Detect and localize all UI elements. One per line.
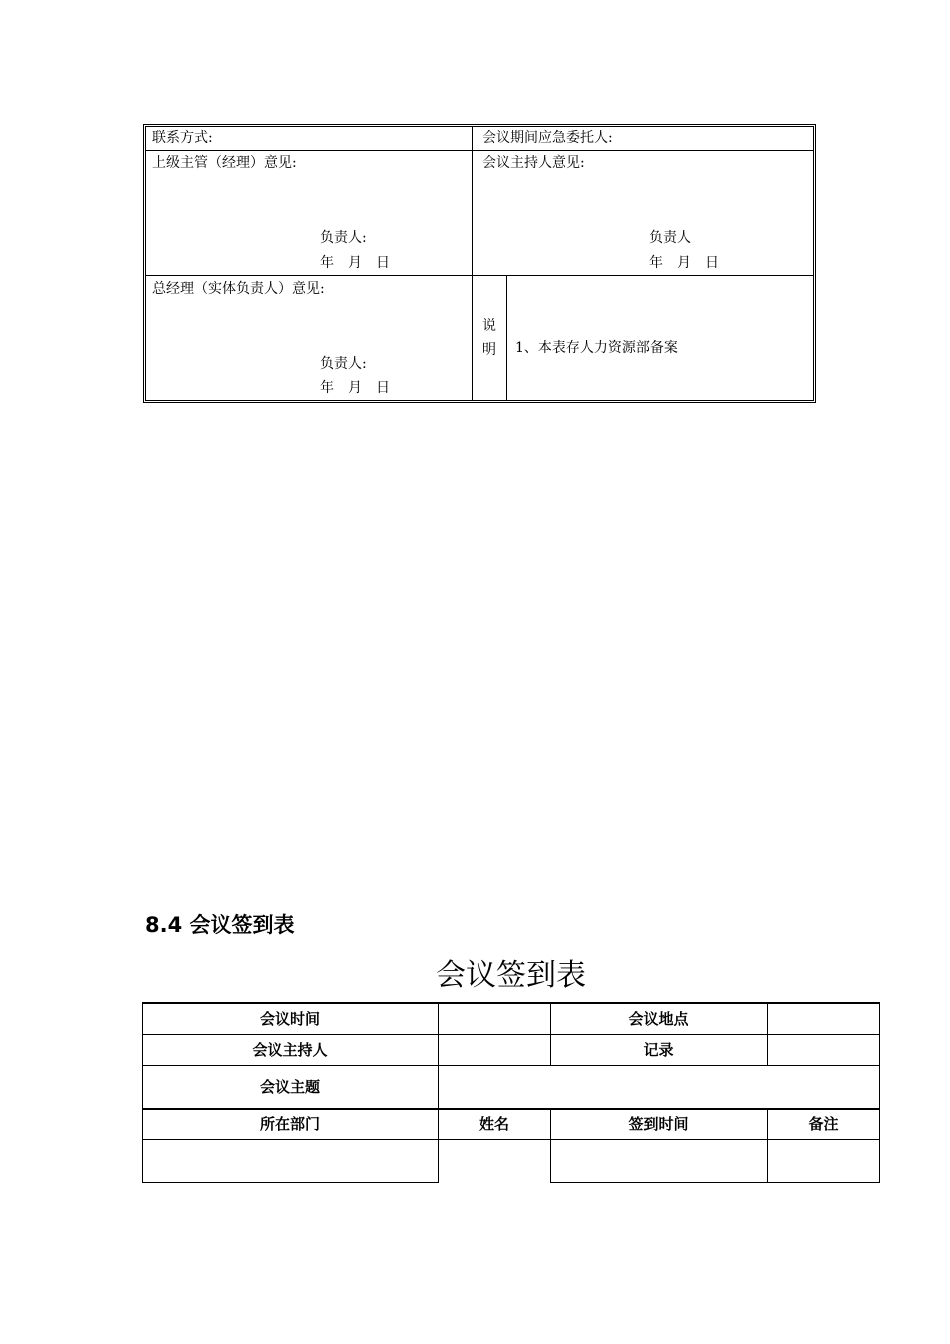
column-header-name: 姓名 [478,1115,509,1133]
row-line-1 [142,1034,880,1035]
col-line-3-top [767,1002,768,1066]
col-line-1 [438,1002,439,1183]
supervisor-date-label: 年 月 日 [320,255,390,271]
note-label-char-2: 明 [482,342,496,358]
host-date-label: 年 月 日 [649,255,719,271]
supervisor-responsible-label: 负责人: [320,230,367,246]
column-header-signin-time: 签到时间 [628,1115,689,1133]
section-heading: 8.4 会议签到表 [145,913,295,937]
column-divider-main [472,126,473,401]
row-divider-1 [145,150,814,151]
row-line-5-right [550,1182,880,1183]
note-text: 1、本表存人力资源部备案 [515,340,678,356]
column-header-department: 所在部门 [259,1115,320,1133]
signin-sheet-title: 会议签到表 [436,958,586,993]
row-line-2 [142,1065,880,1066]
host-responsible-label: 负责人 [649,230,691,246]
column-header-remarks: 备注 [808,1115,839,1133]
host-opinion-label: 会议主持人意见: [482,155,585,171]
row-line-4 [142,1139,880,1140]
table-right-border [879,1002,880,1183]
approval-form [143,124,816,403]
supervisor-opinion-label: 上级主管（经理）意见: [152,155,297,171]
table-top-border [142,1002,880,1004]
contact-label: 联系方式: [152,130,213,146]
gm-opinion-label: 总经理（实体负责人）意见: [152,281,325,297]
meeting-place-label: 会议地点 [628,1010,689,1028]
note-label-char-1: 说 [482,318,496,334]
emergency-delegate-label: 会议期间应急委托人: [482,130,613,146]
record-label: 记录 [643,1041,674,1059]
row-line-3 [142,1108,880,1110]
signin-sheet-table [142,1002,880,1183]
meeting-time-label: 会议时间 [259,1010,320,1028]
gm-responsible-label: 负责人: [320,356,367,372]
row-divider-2 [145,275,814,276]
meeting-topic-label: 会议主题 [259,1078,320,1096]
meeting-host-label: 会议主持人 [252,1041,328,1059]
column-divider-note [506,275,507,401]
gm-date-label: 年 月 日 [320,380,390,396]
row-line-5-left [142,1182,439,1183]
